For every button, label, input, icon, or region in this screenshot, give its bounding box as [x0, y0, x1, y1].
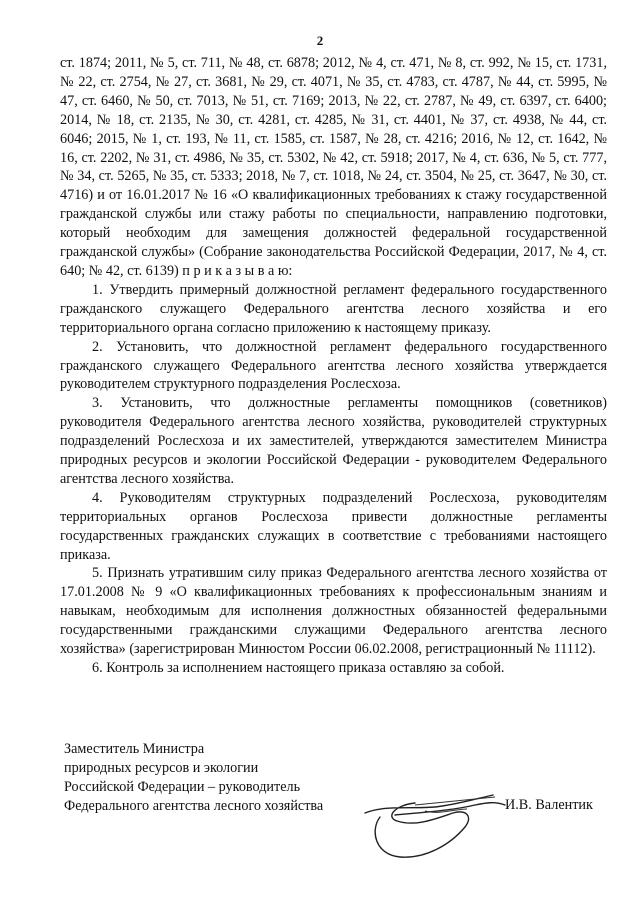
order-item-5: 5. Признать утратившим силу приказ Федерального агентства лесного хозяйства от 17.01.2008 № 9 «О квалификационных требованиях к профессиональным знаниям и навыкам, необходимым для исполнения должностных обязанностей федеральными государственными гражданскими служащими Федерального агентства лесного хозяйства» (зарегистрирован Минюстом России 06.02.2008, регистрационный № 11112). [60, 565, 607, 658]
signatory-line-1: Заместитель Министра [64, 741, 205, 757]
order-item-1: 1. Утвердить примерный должностной регламент федерального государственного гражданского служащего Федерального агентства лесного хозяйства и его территориального органа согласно приложению к настоящему приказу. [60, 281, 607, 336]
order-item-6: 6. Контроль за исполнением настоящего приказа оставляю за собой. [92, 660, 505, 676]
signatory-line-3: Российской Федерации – руководитель [64, 779, 301, 795]
handwritten-signature [355, 775, 515, 865]
signatory-line-2: природных ресурсов и экологии [64, 760, 259, 776]
order-item-2: 2. Установить, что должностной регламент федерального государственного гражданского служащего Федерального агентства лесного хозяйства утверждается руководителем структурного подразделения Рослесхоза. [60, 338, 607, 393]
intro-paragraph: ст. 1874; 2011, № 5, ст. 711, № 48, ст. 6878; 2012, № 4, ст. 471, № 8, ст. 992, № 15, ст. 1731, № 22, ст. 2754, № 27, ст. 3681, № 29, ст. 4071, № 35, ст. 4783, ст. 4787, № 44, ст. 5995, № 47, ст. 6460, № 50, ст. 7013, № 51, ст. 7169; 2013, № 22, ст. 2787, № 49, ст. 6397, ст. 6400; 2014, № 18, ст. 2135, № 30, ст. 4281, ст. 4285, № 31, ст. 4401, № 37, ст. 4938, № 44, ст. 6046; 2015, № 1, ст. 193, № 11, ст. 1585, ст. 1587, № 28, ст. 4216; 2016, № 12, ст. 1642, № 16, ст. 2202, № 31, ст. 4986, № 35, ст. 5302, № 42, ст. 5918; 2017, № 4, ст. 636, № 5, ст. 777, № 34, ст. 5265, № 35, ст. 5333; 2018, № 7, ст. 1018, № 24, ст. 3504, № 25, ст. 3647, № 30, ст. 4716) и от 16.01.2017 № 16 «О квалификационных требованиях к стажу государственной гражданской службы или стажу работы по специальности, направлению подготовки, который необходим для замещения должностей федеральной государственной гражданской службы» (Собрание законодательства Российской Федерации, 2017, № 4, ст. 640; № 42, ст. 6139) п р и к а з ы в а ю: [60, 55, 607, 279]
page-number: 2 [316, 33, 324, 48]
signatory-name: И.В. Валентик [505, 797, 593, 813]
order-item-4: 4. Руководителям структурных подразделений Рослесхоза, руководителям территориальных органов Рослесхоза привести должностные регламенты государственных гражданских служащих в соответствие с требованиями настоящего приказа. [60, 489, 607, 563]
order-item-3: 3. Установить, что должностные регламенты помощников (советников) руководителя Федерального агентства лесного хозяйства, руководителей структурных подразделений Рослесхоза и их заместителей, утверждаются заместителем Министра природных ресурсов и экологии Российской Федерации - руководителем Федерального агентства лесного хозяйства. [60, 395, 607, 487]
signatory-line-4: Федерального агентства лесного хозяйства [64, 798, 324, 814]
document-body [60, 54, 607, 678]
signatory-position [64, 740, 394, 816]
